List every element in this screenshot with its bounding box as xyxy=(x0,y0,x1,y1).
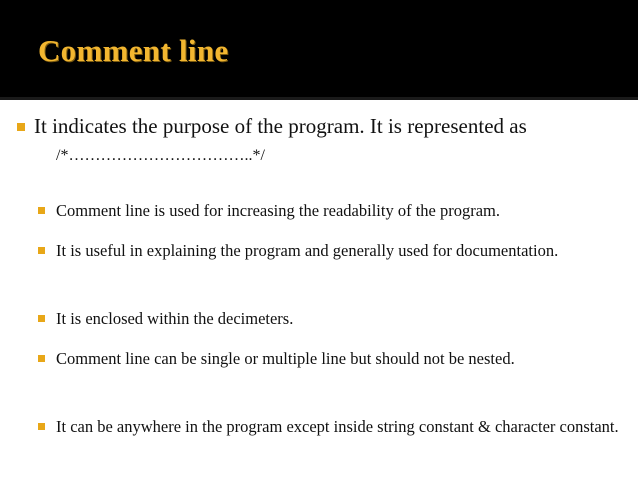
square-bullet-icon xyxy=(38,423,45,430)
slide-title: Comment line xyxy=(38,33,229,68)
square-bullet-icon xyxy=(38,207,45,214)
bullet-text: It indicates the purpose of the program. It is represented as xyxy=(34,114,527,138)
square-bullet-icon xyxy=(38,315,45,322)
sub-bullet-text: It is enclosed within the decimeters. xyxy=(56,309,294,328)
sub-bullet-text: Comment line can be single or multiple line but should not be nested. xyxy=(56,349,515,368)
square-bullet-icon xyxy=(38,355,45,362)
title-bar xyxy=(0,0,638,100)
square-bullet-icon xyxy=(17,123,25,131)
sub-bullet-text: It is useful in explaining the program and generally used for documentation. xyxy=(56,241,559,260)
sub-bullet-text: It can be anywhere in the program except inside string constant & character constant. xyxy=(56,417,619,436)
comment-syntax-text: /*……………………………..*/ xyxy=(56,147,265,164)
square-bullet-icon xyxy=(38,247,45,254)
sub-bullet-text: Comment line is used for increasing the readability of the program. xyxy=(56,201,501,220)
